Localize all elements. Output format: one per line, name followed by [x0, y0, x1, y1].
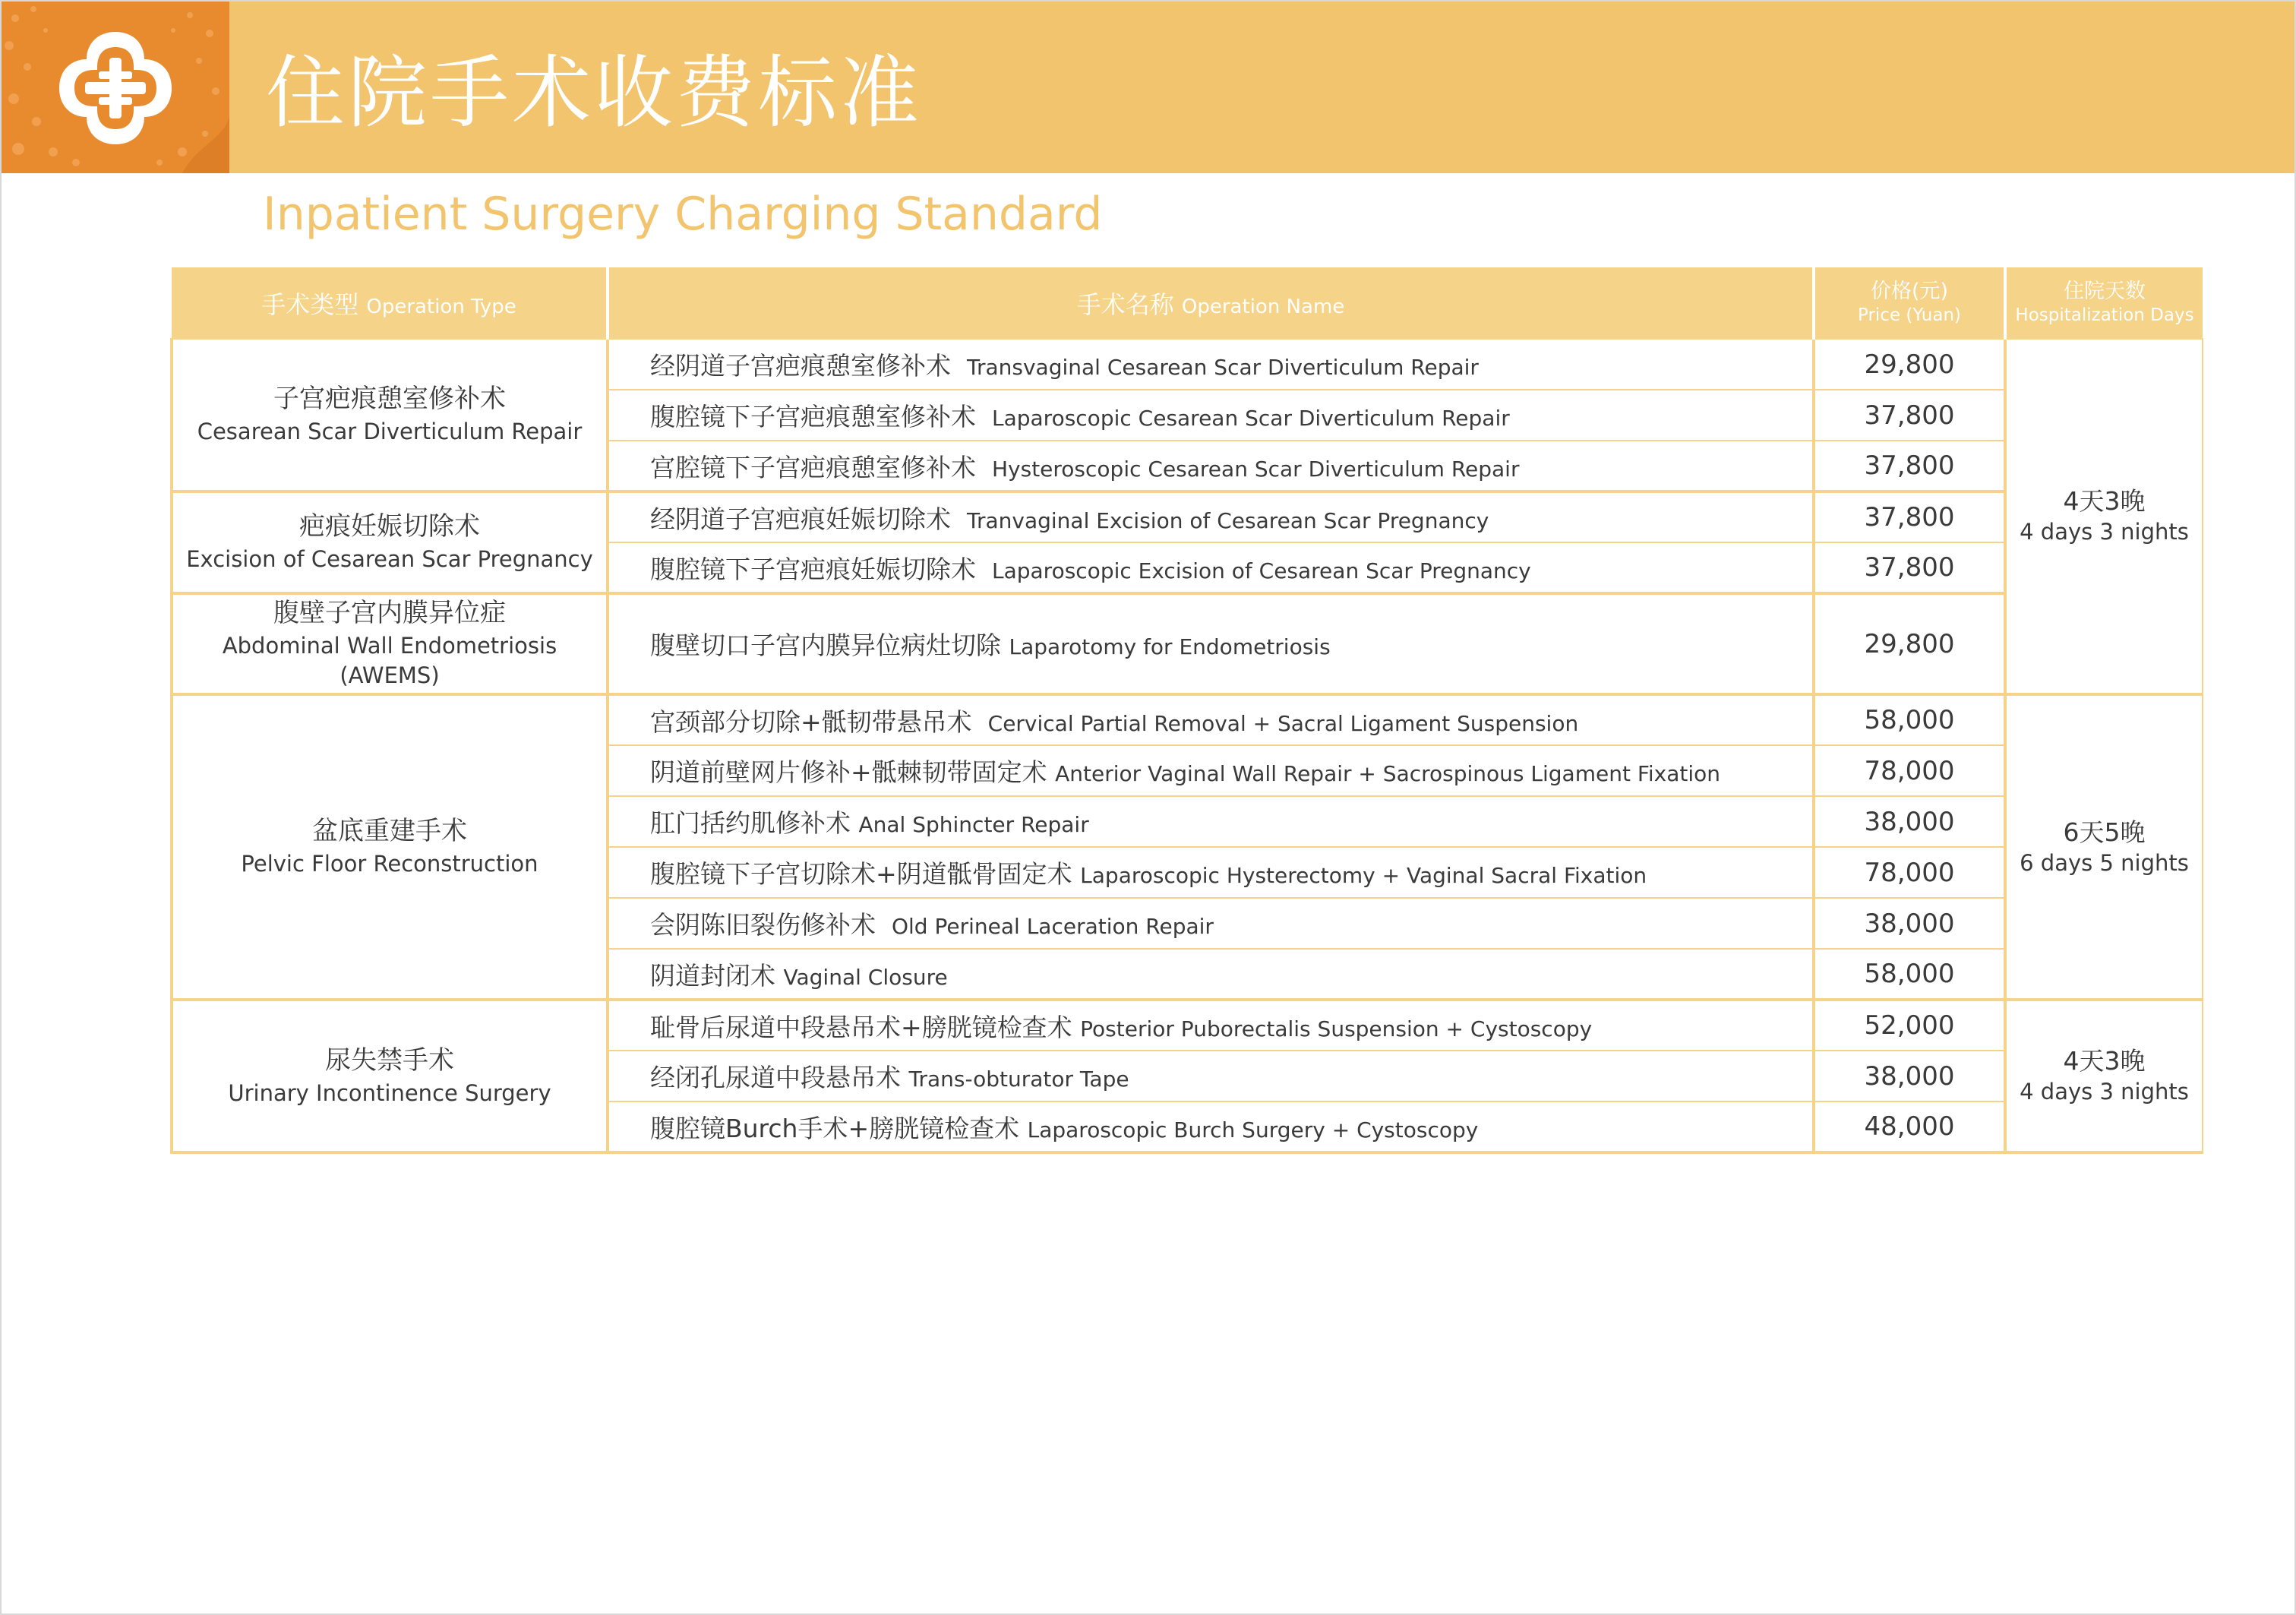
operation-type-cn: 疤痕妊娠切除术	[299, 511, 480, 542]
page-subtitle: Inpatient Surgery Charging Standard	[263, 188, 1103, 241]
operation-type-en: Abdominal Wall Endometriosis (AWEMS)	[222, 633, 557, 689]
price-cell: 38,000	[1814, 796, 2005, 847]
operation-name-cell	[608, 898, 1814, 949]
operation-name-cell	[608, 1000, 1814, 1051]
operation-type-cell	[172, 593, 608, 694]
operation-name-en: Anterior Vaginal Wall Repair + Sacrospinous Ligament Fixation	[1055, 761, 1721, 786]
header-days-en: Hospitalization Days	[2015, 305, 2194, 326]
header-price-en: Price (Yuan)	[1857, 305, 1962, 326]
operation-type-en: Excision of Cesarean Scar Pregnancy	[186, 546, 593, 573]
days-en: 4 days 3 nights	[2020, 1079, 2189, 1105]
header-operation-type	[172, 267, 608, 339]
table-row	[172, 593, 2203, 694]
header-price	[1814, 267, 2005, 339]
table-row	[172, 1000, 2203, 1051]
days-cell	[2005, 339, 2203, 694]
header-days	[2005, 267, 2203, 339]
hospital-cross-emblem-icon	[55, 27, 176, 149]
title-band	[229, 0, 2296, 173]
header-type-en: Operation Type	[366, 295, 516, 318]
price-cell: 58,000	[1814, 694, 2005, 745]
price-cell: 38,000	[1814, 1051, 2005, 1101]
operation-name-cell	[608, 1101, 1814, 1152]
pricing-table	[170, 267, 2203, 1154]
operation-name-cell	[608, 542, 1814, 593]
operation-name-cell	[608, 339, 1814, 390]
operation-name-cell	[608, 491, 1814, 542]
header-operation-name	[608, 267, 1814, 339]
header-price-cn: 价格(元)	[1870, 280, 1949, 303]
price-cell: 52,000	[1814, 1000, 2005, 1051]
days-en: 4 days 3 nights	[2020, 519, 2189, 545]
operation-name-en: Old Perineal Laceration Repair	[891, 914, 1214, 939]
operation-type-en: Urinary Incontinence Surgery	[228, 1079, 551, 1106]
operation-name-en: Vaginal Closure	[783, 964, 948, 990]
days-en: 6 days 5 nights	[2020, 849, 2189, 876]
table-row	[172, 491, 2203, 542]
operation-name-cell	[608, 796, 1814, 847]
price-cell: 37,800	[1814, 542, 2005, 593]
price-cell: 58,000	[1814, 949, 2005, 1000]
operation-name-cn: 腹腔镜下子宫切除术+阴道骶骨固定术	[650, 859, 1072, 889]
operation-type-cell	[172, 339, 608, 491]
operation-name-en: Laparoscopic Burch Surgery + Cystoscopy	[1027, 1117, 1479, 1143]
operation-name-cell	[608, 847, 1814, 898]
price-cell: 29,800	[1814, 593, 2005, 694]
price-cell: 78,000	[1814, 847, 2005, 898]
operation-type-cn: 腹壁子宫内膜异位症	[273, 598, 506, 629]
operation-name-cn: 宫腔镜下子宫疤痕憩室修补术	[650, 452, 976, 482]
logo-block	[0, 0, 229, 173]
operation-type-cell	[172, 694, 608, 1000]
operation-type-en: Pelvic Floor Reconstruction	[241, 851, 538, 877]
operation-name-en: Laparoscopic Hysterectomy + Vaginal Sacral Fixation	[1080, 863, 1647, 888]
table-row	[172, 339, 2203, 390]
operation-name-cn: 腹腔镜下子宫疤痕憩室修补术	[650, 402, 976, 431]
price-cell: 37,800	[1814, 491, 2005, 542]
operation-name-cn: 经闭孔尿道中段悬吊术	[650, 1063, 901, 1092]
page-title: 住院手术收费标准	[266, 46, 923, 139]
operation-name-cn: 宫颈部分切除+骶韧带悬吊术	[650, 706, 972, 737]
operation-name-en: Hysteroscopic Cesarean Scar Diverticulum Repair	[991, 456, 1520, 482]
operation-name-en: Anal Sphincter Repair	[858, 812, 1089, 837]
operation-name-en: Transvaginal Cesarean Scar Diverticulum Repair	[966, 355, 1479, 380]
operation-name-cell	[608, 694, 1814, 745]
operation-type-en: Cesarean Scar Diverticulum Repair	[197, 419, 583, 445]
operation-name-cn: 腹壁切口子宫内膜异位病灶切除	[650, 631, 1001, 660]
price-cell: 38,000	[1814, 898, 2005, 949]
operation-name-cn: 肛门括约肌修补术	[650, 808, 851, 838]
operation-name-en: Tranvaginal Excision of Cesarean Scar Pregnancy	[966, 507, 1489, 533]
operation-name-cell	[608, 441, 1814, 491]
operation-name-en: Laparotomy for Endometriosis	[1009, 634, 1331, 659]
operation-name-cn: 会阴陈旧裂伤修补术	[650, 910, 876, 940]
operation-name-cell	[608, 1051, 1814, 1101]
header-name-en: Operation Name	[1181, 295, 1345, 318]
operation-name-cn: 耻骨后尿道中段悬吊术+膀胱镜检查术	[650, 1012, 1072, 1042]
price-cell: 78,000	[1814, 745, 2005, 796]
operation-name-cn: 阴道封闭术	[650, 960, 775, 991]
price-cell: 48,000	[1814, 1101, 2005, 1152]
operation-name-en: Trans-obturator Tape	[908, 1067, 1129, 1092]
days-cell	[2005, 694, 2203, 1000]
operation-name-cn: 阴道前壁网片修补+骶棘韧带固定术	[650, 757, 1047, 787]
days-cn: 4天3晚	[2063, 1046, 2146, 1076]
operation-name-en: Cervical Partial Removal + Sacral Ligament Suspension	[987, 710, 1579, 736]
operation-name-cn: 腹腔镜Burch手术+膀胱镜检查术	[650, 1113, 1020, 1143]
table-header-row	[172, 267, 2203, 339]
operation-name-cn: 经阴道子宫疤痕妊娠切除术	[650, 504, 951, 534]
header-type-cn: 手术类型	[261, 289, 359, 319]
operation-name-cn: 经阴道子宫疤痕憩室修补术	[650, 351, 951, 381]
header-days-cn: 住院天数	[2064, 280, 2146, 303]
price-cell: 37,800	[1814, 441, 2005, 491]
price-cell: 37,800	[1814, 390, 2005, 441]
price-cell: 29,800	[1814, 339, 2005, 390]
operation-type-cn: 盆底重建手术	[312, 816, 467, 847]
days-cn: 6天5晚	[2063, 817, 2146, 847]
operation-name-cell	[608, 745, 1814, 796]
operation-type-cn: 子宫疤痕憩室修补术	[273, 384, 506, 415]
operation-name-en: Posterior Puborectalis Suspension + Cystoscopy	[1080, 1016, 1593, 1041]
operation-type-cn: 尿失禁手术	[325, 1045, 454, 1076]
operation-name-cell	[608, 593, 1814, 694]
operation-type-cell	[172, 1000, 608, 1152]
header-name-cn: 手术名称	[1076, 289, 1174, 319]
table-row	[172, 694, 2203, 745]
operation-name-en: Laparoscopic Cesarean Scar Diverticulum Repair	[991, 406, 1510, 431]
operation-name-cell	[608, 390, 1814, 441]
days-cn: 4天3晚	[2063, 486, 2146, 517]
operation-name-cell	[608, 949, 1814, 1000]
days-cell	[2005, 1000, 2203, 1152]
operation-name-en: Laparoscopic Excision of Cesarean Scar Pregnancy	[991, 558, 1531, 583]
operation-name-cn: 腹腔镜下子宫疤痕妊娠切除术	[650, 554, 976, 584]
operation-type-cell	[172, 491, 608, 593]
